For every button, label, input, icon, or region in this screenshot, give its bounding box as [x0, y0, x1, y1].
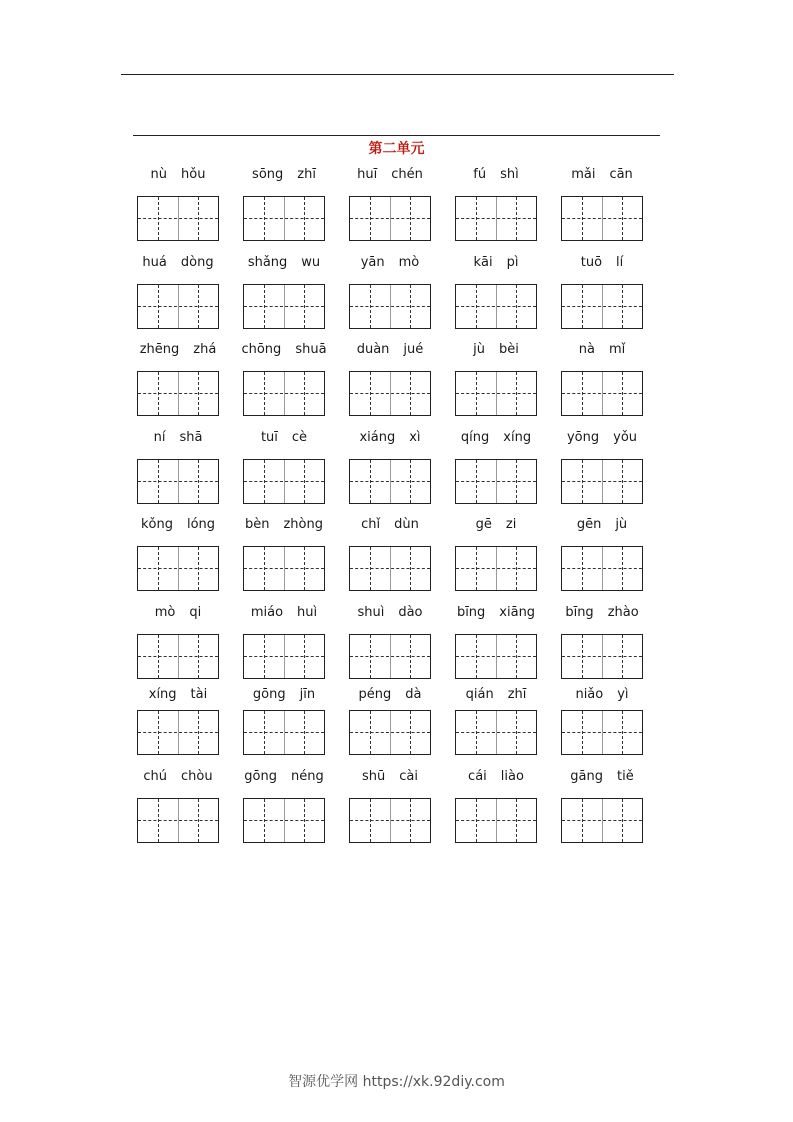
pinyin-syllable: huì — [297, 605, 318, 620]
writing-box[interactable] — [243, 546, 325, 591]
pinyin-syllable: zhào — [607, 605, 639, 620]
pinyin-label — [345, 605, 435, 623]
pinyin-syllable: péng — [358, 687, 392, 702]
pinyin-syllable: zhī — [507, 687, 527, 702]
pinyin-syllable: xì — [409, 430, 421, 445]
writing-box[interactable] — [455, 196, 537, 241]
pinyin-syllable: chōng — [241, 342, 282, 357]
pinyin-label — [345, 769, 435, 787]
pinyin-syllable: qi — [189, 605, 202, 620]
pinyin-syllable: zhēng — [139, 342, 180, 357]
pinyin-syllable: gōng — [244, 769, 277, 784]
writing-box[interactable] — [561, 634, 643, 679]
pinyin-syllable: niǎo — [575, 687, 604, 702]
pinyin-label — [133, 769, 223, 787]
pinyin-syllable: sōng — [252, 167, 284, 182]
pinyin-label — [451, 687, 541, 705]
pinyin-label — [557, 517, 647, 535]
pinyin-label — [451, 167, 541, 185]
writing-box[interactable] — [561, 196, 643, 241]
pinyin-syllable: zhòng — [283, 517, 323, 532]
pinyin-label — [345, 255, 435, 273]
pinyin-syllable: tuō — [580, 255, 603, 270]
writing-box[interactable] — [561, 546, 643, 591]
pinyin-label — [133, 342, 223, 360]
pinyin-syllable: wu — [301, 255, 321, 270]
writing-box[interactable] — [137, 196, 219, 241]
pinyin-syllable: xíng — [148, 687, 177, 702]
writing-box[interactable] — [243, 371, 325, 416]
writing-box[interactable] — [137, 634, 219, 679]
pinyin-label — [345, 342, 435, 360]
pinyin-syllable: dà — [405, 687, 422, 702]
writing-box[interactable] — [137, 459, 219, 504]
writing-box[interactable] — [243, 459, 325, 504]
pinyin-syllable: mǐ — [608, 342, 626, 357]
pinyin-syllable: gāng — [570, 769, 603, 784]
pinyin-syllable: kǒng — [140, 517, 173, 532]
pinyin-syllable: tiě — [617, 769, 634, 784]
writing-box[interactable] — [243, 798, 325, 843]
pinyin-syllable: gē — [475, 517, 492, 532]
pinyin-label — [557, 687, 647, 705]
pinyin-syllable: lóng — [186, 517, 216, 532]
writing-box[interactable] — [137, 798, 219, 843]
pinyin-syllable: kāi — [473, 255, 493, 270]
pinyin-syllable: zi — [505, 517, 517, 532]
writing-box[interactable] — [455, 459, 537, 504]
pinyin-syllable: jù — [473, 342, 485, 357]
pinyin-syllable: shuā — [295, 342, 327, 357]
pinyin-syllable: mò — [154, 605, 176, 620]
pinyin-syllable: cān — [609, 167, 633, 182]
pinyin-label — [557, 430, 647, 448]
writing-box[interactable] — [349, 634, 431, 679]
pinyin-label — [239, 517, 329, 535]
pinyin-label — [557, 769, 647, 787]
pinyin-label — [239, 687, 329, 705]
pinyin-syllable: shì — [500, 167, 519, 182]
pinyin-syllable: qián — [465, 687, 494, 702]
pinyin-label — [451, 430, 541, 448]
writing-box[interactable] — [561, 710, 643, 755]
pinyin-syllable: chǐ — [361, 517, 381, 532]
pinyin-syllable: gōng — [252, 687, 286, 702]
header-rule — [133, 135, 660, 136]
writing-box[interactable] — [455, 284, 537, 329]
pinyin-label — [557, 167, 647, 185]
pinyin-label — [133, 517, 223, 535]
pinyin-label — [133, 687, 223, 705]
pinyin-syllable: huī — [357, 167, 378, 182]
pinyin-syllable: xiáng — [359, 430, 396, 445]
writing-box[interactable] — [349, 459, 431, 504]
writing-box[interactable] — [455, 546, 537, 591]
pinyin-label — [133, 430, 223, 448]
pinyin-syllable: hǒu — [181, 167, 206, 182]
pinyin-syllable: miáo — [250, 605, 284, 620]
pinyin-syllable: yōng — [566, 430, 600, 445]
pinyin-label — [239, 342, 329, 360]
writing-box[interactable] — [243, 284, 325, 329]
pinyin-syllable: lí — [616, 255, 624, 270]
pinyin-label — [239, 769, 329, 787]
footer-watermark: 智源优学网 https://xk.92diy.com — [288, 1074, 505, 1090]
pinyin-syllable: shā — [179, 430, 203, 445]
pinyin-syllable: gēn — [576, 517, 602, 532]
pinyin-syllable: cài — [399, 769, 418, 784]
pinyin-label — [345, 430, 435, 448]
pinyin-syllable: xíng — [503, 430, 532, 445]
pinyin-label — [133, 167, 223, 185]
pinyin-syllable: zhī — [297, 167, 316, 182]
pinyin-label — [557, 342, 647, 360]
pinyin-syllable: dào — [398, 605, 423, 620]
pinyin-syllable: duàn — [356, 342, 390, 357]
pinyin-label — [557, 605, 647, 623]
pinyin-label — [239, 255, 329, 273]
pinyin-syllable: liào — [500, 769, 524, 784]
pinyin-syllable: cè — [291, 430, 308, 445]
top-rule — [121, 74, 674, 75]
writing-box[interactable] — [561, 371, 643, 416]
pinyin-syllable: tuī — [260, 430, 278, 445]
writing-box[interactable] — [349, 371, 431, 416]
writing-box[interactable] — [455, 634, 537, 679]
pinyin-syllable: nà — [578, 342, 595, 357]
pinyin-syllable: ní — [153, 430, 166, 445]
writing-box[interactable] — [561, 284, 643, 329]
writing-box[interactable] — [455, 371, 537, 416]
pinyin-label — [133, 605, 223, 623]
writing-box[interactable] — [349, 196, 431, 241]
pinyin-syllable: chén — [391, 167, 423, 182]
writing-box[interactable] — [349, 710, 431, 755]
pinyin-label — [345, 687, 435, 705]
pinyin-syllable: zhá — [193, 342, 217, 357]
writing-box[interactable] — [455, 798, 537, 843]
pinyin-label — [451, 517, 541, 535]
pinyin-syllable: shū — [362, 769, 386, 784]
pinyin-syllable: jù — [615, 517, 628, 532]
pinyin-syllable: bīng — [565, 605, 594, 620]
pinyin-syllable: jué — [403, 342, 424, 357]
writing-box[interactable] — [137, 371, 219, 416]
pinyin-syllable: bīng — [456, 605, 486, 620]
pinyin-label — [239, 430, 329, 448]
pinyin-label — [451, 769, 541, 787]
pinyin-syllable: yì — [617, 687, 629, 702]
pinyin-label — [239, 605, 329, 623]
pinyin-syllable: bèn — [244, 517, 270, 532]
pinyin-syllable: xiāng — [499, 605, 536, 620]
pinyin-syllable: pì — [506, 255, 519, 270]
pinyin-syllable: shǎng — [247, 255, 288, 270]
pinyin-syllable: dùn — [394, 517, 419, 532]
pinyin-syllable: tài — [190, 687, 208, 702]
pinyin-syllable: mò — [398, 255, 420, 270]
writing-box[interactable] — [349, 284, 431, 329]
writing-box[interactable] — [243, 634, 325, 679]
pinyin-syllable: jīn — [299, 687, 316, 702]
pinyin-syllable: qíng — [460, 430, 490, 445]
pinyin-syllable: shuì — [357, 605, 385, 620]
writing-box[interactable] — [137, 284, 219, 329]
pinyin-label — [239, 167, 329, 185]
pinyin-syllable: yǒu — [613, 430, 638, 445]
pinyin-syllable: huá — [142, 255, 167, 270]
writing-box[interactable] — [561, 459, 643, 504]
writing-box[interactable] — [137, 546, 219, 591]
writing-box[interactable] — [561, 798, 643, 843]
pinyin-syllable: bèi — [498, 342, 519, 357]
pinyin-label — [557, 255, 647, 273]
pinyin-label — [345, 167, 435, 185]
writing-box[interactable] — [349, 546, 431, 591]
pinyin-syllable: chòu — [181, 769, 213, 784]
pinyin-syllable: nù — [150, 167, 168, 182]
pinyin-syllable: dòng — [180, 255, 214, 270]
writing-box[interactable] — [243, 196, 325, 241]
pinyin-syllable: mǎi — [571, 167, 596, 182]
pinyin-syllable: yān — [360, 255, 385, 270]
pinyin-syllable: fú — [473, 167, 487, 182]
pinyin-label — [133, 255, 223, 273]
writing-box[interactable] — [137, 710, 219, 755]
pinyin-label — [451, 342, 541, 360]
page-title: 第二单元 — [368, 141, 425, 157]
pinyin-label — [451, 605, 541, 623]
pinyin-label — [345, 517, 435, 535]
pinyin-syllable: cái — [468, 769, 487, 784]
writing-box[interactable] — [243, 710, 325, 755]
pinyin-label — [451, 255, 541, 273]
pinyin-syllable: néng — [290, 769, 324, 784]
writing-box[interactable] — [349, 798, 431, 843]
pinyin-syllable: chú — [143, 769, 168, 784]
writing-box[interactable] — [455, 710, 537, 755]
